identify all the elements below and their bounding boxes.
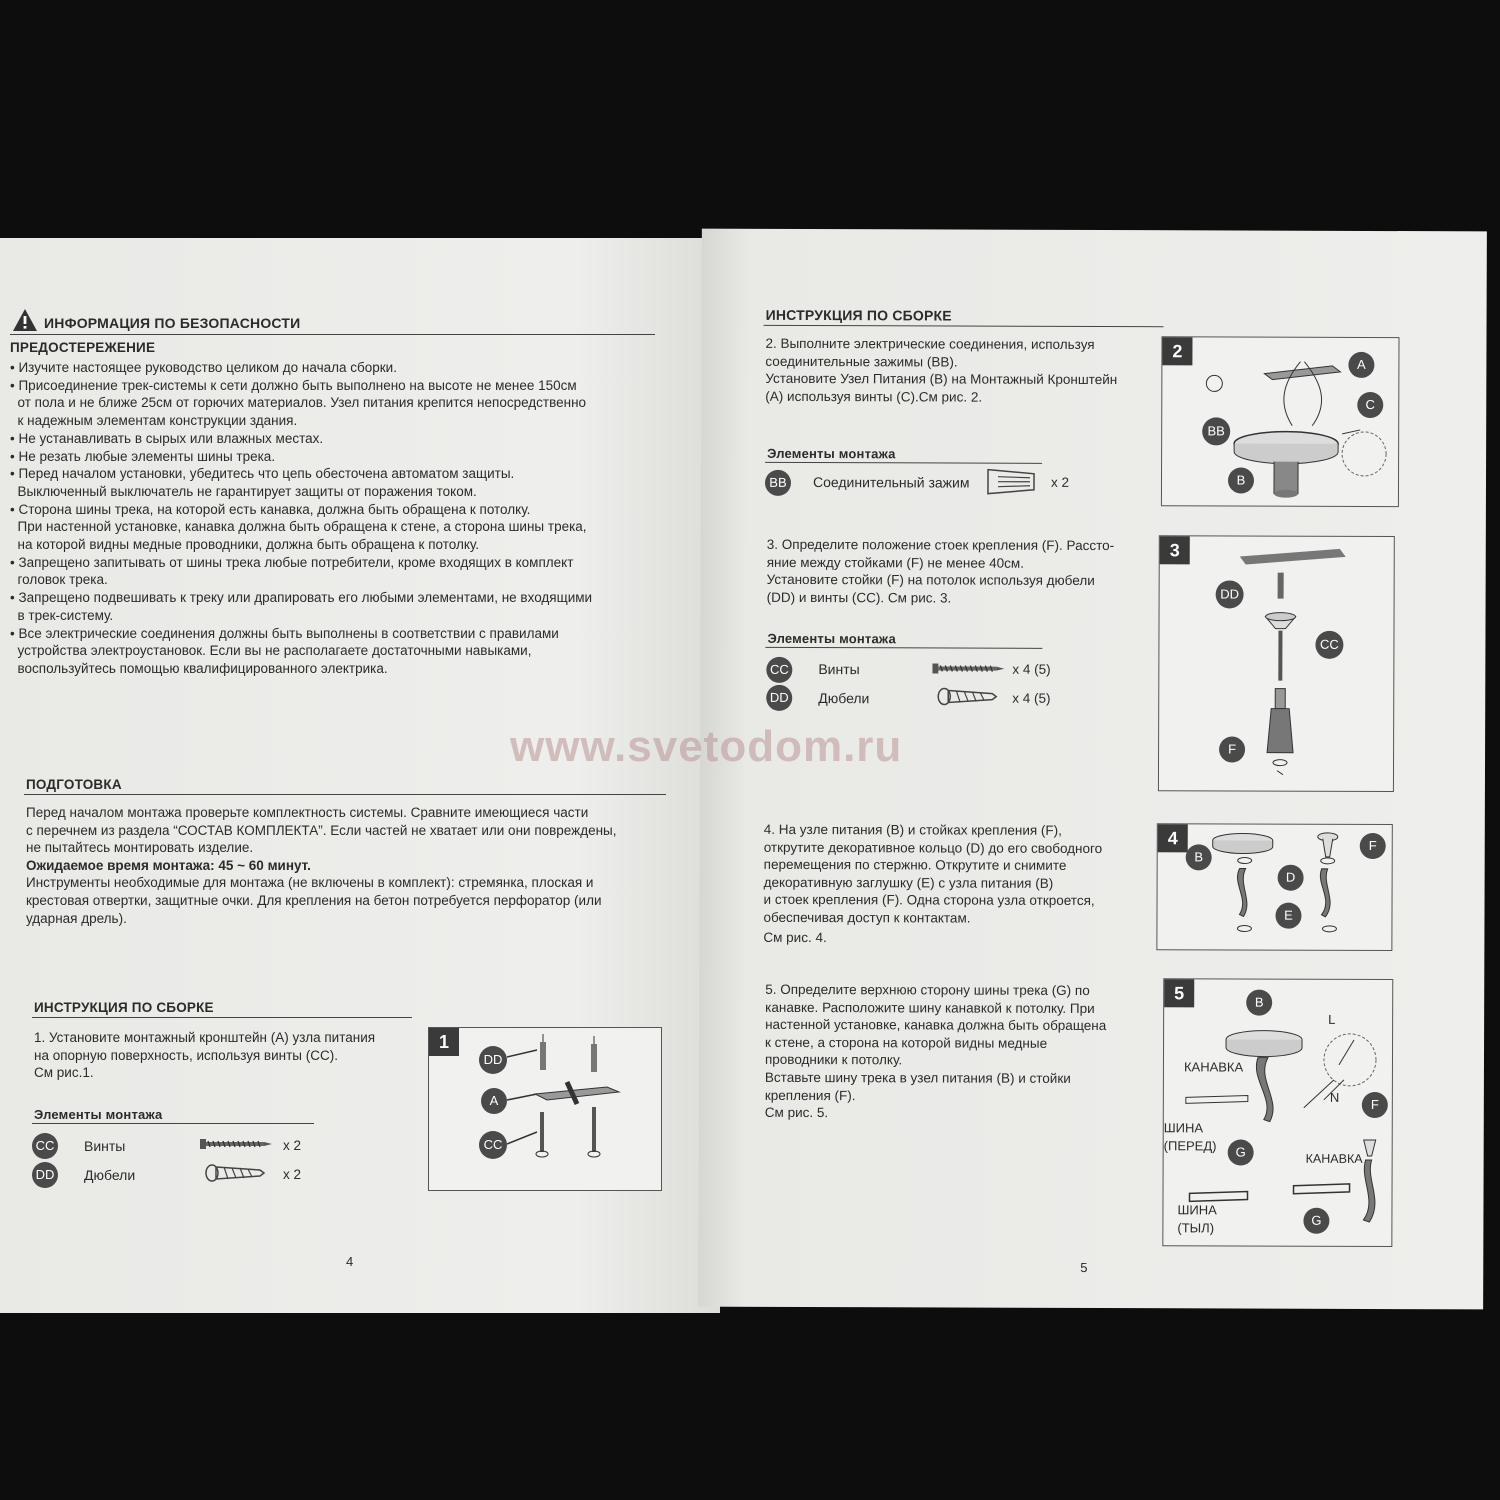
bracket-drawing xyxy=(507,1032,657,1182)
label-d: D xyxy=(1278,865,1304,891)
part-qty-screws: x 2 xyxy=(283,1138,302,1153)
caution-title: ПРЕДОСТЕРЕЖЕНИЕ xyxy=(10,340,156,355)
dowel-icon xyxy=(936,687,998,705)
label-dd: DD xyxy=(1216,580,1244,608)
label-f: F xyxy=(1362,1092,1388,1118)
part-qty-dowels-3: x 4 (5) xyxy=(1012,690,1051,706)
text-line: Инструменты необходимые для монтажа (не включены в комплект): стремянка, плоская и xyxy=(26,875,594,891)
part-name-dowels-3: Дюбели xyxy=(818,690,870,707)
step-5-text: 5. Определите верхнюю сторону шины трека (G) по канавке. Расположите шину канавкой к потолку. При настенной установке, канавка должна быть обращена к стене, а сторона на которой видны медные проводники к потолку. Вставьте шину трека в узел питания (В) и стойки крепления (F). См рис. 5. xyxy=(764,981,1107,1121)
parts-title-2: Элементы монтажа xyxy=(767,445,896,462)
text-line: крестовая отвертки, защитные очки. Для крепления на бетон потребуется перфоратор (или xyxy=(26,892,602,908)
groove-label-left: КАНАВКА xyxy=(1183,1059,1244,1075)
prep-time: Ожидаемое время монтажа: 45 ~ 60 минут. xyxy=(26,857,311,873)
part-code-cc-3: CC xyxy=(766,657,792,683)
step-3-text: 3. Определите положение стоек крепления (F). Рассто- яние между стойками (F) не менее 40см. Установите стойки (F) на потолок используя дюбели (DD) и винты (CC). См рис. 3. xyxy=(766,536,1115,606)
figure-5 xyxy=(1162,978,1393,1247)
label-a: A xyxy=(481,1088,507,1114)
label-b: B xyxy=(1246,990,1272,1016)
figure-number: 5 xyxy=(1164,979,1194,1007)
text-line: с перечнем из раздела “СОСТАВ КОМПЛЕКТА”. Если частей не хватает или они повреждены, xyxy=(26,822,617,838)
page-number-right: 5 xyxy=(1080,1259,1088,1275)
dowel-icon xyxy=(204,1164,266,1182)
text-line: воспользуйтесь помощью квалифицированного электрика. xyxy=(10,660,388,676)
label-n: N xyxy=(1329,1089,1340,1105)
step-4-ref: См рис. 4. xyxy=(763,929,827,946)
screw-icon xyxy=(932,661,1004,675)
part-qty-screws-3: x 4 (5) xyxy=(1012,661,1051,677)
prep-text xyxy=(26,804,696,927)
text-line: к надежным элементам конструкции здания. xyxy=(10,413,298,429)
part-name-clamp: Соединительный зажим xyxy=(812,474,970,491)
left-page xyxy=(0,238,720,1313)
assembly-title-right: ИНСТРУКЦИЯ ПО СБОРКЕ xyxy=(765,306,952,324)
part-code-dd-3: DD xyxy=(766,685,792,711)
part-code-cc: CC xyxy=(32,1133,58,1159)
step-4-text: 4. На узле питания (В) и стойках крепления (F), открутите декоративное кольцо (D) до его свободного перемещения по стержню. Открутите и снимите декоративную заглушку (Е) с узла питания (В) и стоек крепления (F). Одна сторона узла откроется, обеспечивая доступ к контактам. xyxy=(763,821,1103,926)
label-e: E xyxy=(1275,903,1301,929)
text-line: • Запрещено подвешивать к треку или драпировать его любыми элементами, не входящими xyxy=(10,590,593,606)
label-c: C xyxy=(1357,392,1383,418)
groove-label-right: КАНАВКА xyxy=(1305,1151,1363,1166)
figure-number: 4 xyxy=(1158,824,1188,852)
label-f: F xyxy=(1219,736,1245,762)
clamp-icon xyxy=(986,468,1036,496)
text-line: При настенной установке, канавка должна быть обращена к стене, а сторона шины трека, xyxy=(10,519,587,535)
text-line: от пола и не ближе 25см от горючих материалов. Узел питания крепится непосредственно xyxy=(10,395,587,411)
step-1-text: 1. Установите монтажный кронштейн (А) узла питания на опорную поверхность, используя винты (СС). См рис.1. xyxy=(34,1030,376,1081)
parts-title-1: Элементы монтажа xyxy=(34,1107,163,1122)
assembly-title-left: ИНСТРУКЦИЯ ПО СБОРКЕ xyxy=(34,1000,214,1015)
text-line: ударная дрель). xyxy=(26,910,127,926)
rail-back-label: ШИНА (ТЫЛ) xyxy=(1177,1202,1217,1236)
text-line: • Изучите настоящее руководство целиком до начала сборки. xyxy=(10,360,397,375)
part-qty-dowels: x 2 xyxy=(283,1167,302,1182)
figure-1 xyxy=(428,1027,662,1191)
text-line: не пытайтесь монтировать изделие. xyxy=(26,840,254,856)
text-line: • Все электрические соединения должны быть выполнены в соответствии с правилами xyxy=(10,625,559,641)
part-code-bb: BB xyxy=(765,470,791,496)
text-line: • Запрещено запитывать от шины трека любые потребители, кроме входящих в комплект xyxy=(10,554,574,570)
label-f: F xyxy=(1360,833,1386,859)
text-line: • Сторона шины трека, на которой есть канавка, должна быть обращена к потолку. xyxy=(10,501,531,517)
page-number-left: 4 xyxy=(346,1254,354,1269)
text-line: • Присоединение трек-системы к сети должно быть выполнено на высоте не менее 150см xyxy=(10,377,577,393)
figure-number: 1 xyxy=(429,1028,459,1056)
text-line: головок трека. xyxy=(10,572,108,588)
label-l: L xyxy=(1328,1011,1336,1027)
watermark: www.svetodom.ru xyxy=(510,722,903,771)
prep-title: ПОДГОТОВКА xyxy=(26,777,122,792)
part-name-dowels: Дюбели xyxy=(84,1167,136,1183)
text-line: • Не устанавливать в сырых или влажных местах. xyxy=(10,430,324,446)
text-line: • Не резать любые элементы шины трека. xyxy=(10,448,276,464)
screw-icon xyxy=(200,1137,272,1151)
safety-title: ИНФОРМАЦИЯ ПО БЕЗОПАСНОСТИ xyxy=(44,315,301,331)
caution-list xyxy=(10,359,690,678)
part-qty-clamp: x 2 xyxy=(1050,474,1070,490)
part-code-dd: DD xyxy=(32,1162,58,1188)
label-cc: CC xyxy=(1315,631,1343,659)
text-line: Выключенный выключатель не гарантирует защиты от поражения током. xyxy=(10,483,477,499)
figure-3 xyxy=(1158,535,1395,792)
label-bb: BB xyxy=(1202,417,1230,445)
text-line: в трек-систему. xyxy=(10,607,114,623)
text-line: • Перед началом установки, убедитесь что цепь обесточена автоматом защиты. xyxy=(10,466,515,482)
warning-icon xyxy=(12,308,38,332)
label-a: A xyxy=(1348,352,1374,378)
parts-title-3: Элементы монтажа xyxy=(767,630,896,647)
text-line: на которой видны медные проводники, должна быть обращена к потолку. xyxy=(10,537,480,553)
figure-number: 2 xyxy=(1162,337,1192,365)
figure-number: 3 xyxy=(1160,536,1190,564)
label-b: B xyxy=(1186,844,1212,870)
label-dd: DD xyxy=(479,1046,507,1074)
step-2-text: 2. Выполните электрические соединения, используя соединительные зажимы (ВВ). Установите Узел Питания (В) на Монтажный Кронштейн (А) используя винты (С).См рис. 2. xyxy=(765,335,1118,405)
label-g-front: G xyxy=(1228,1139,1254,1165)
figure-4 xyxy=(1156,823,1392,951)
text-line: Перед началом монтажа проверьте комплектность системы. Сравните имеющиеся части xyxy=(26,805,589,820)
text-line: устройства электроустановок. Если вы не располагаете достаточными навыками, xyxy=(10,643,532,659)
part-name-screws: Винты xyxy=(84,1138,126,1154)
label-b: B xyxy=(1228,467,1254,493)
figure-2 xyxy=(1161,336,1400,507)
rail-front-label: ШИНА (ПЕРЕД) xyxy=(1163,1120,1217,1154)
label-g-back: G xyxy=(1303,1208,1329,1234)
label-cc: CC xyxy=(479,1131,507,1159)
part-name-screws-3: Винты xyxy=(818,661,860,678)
